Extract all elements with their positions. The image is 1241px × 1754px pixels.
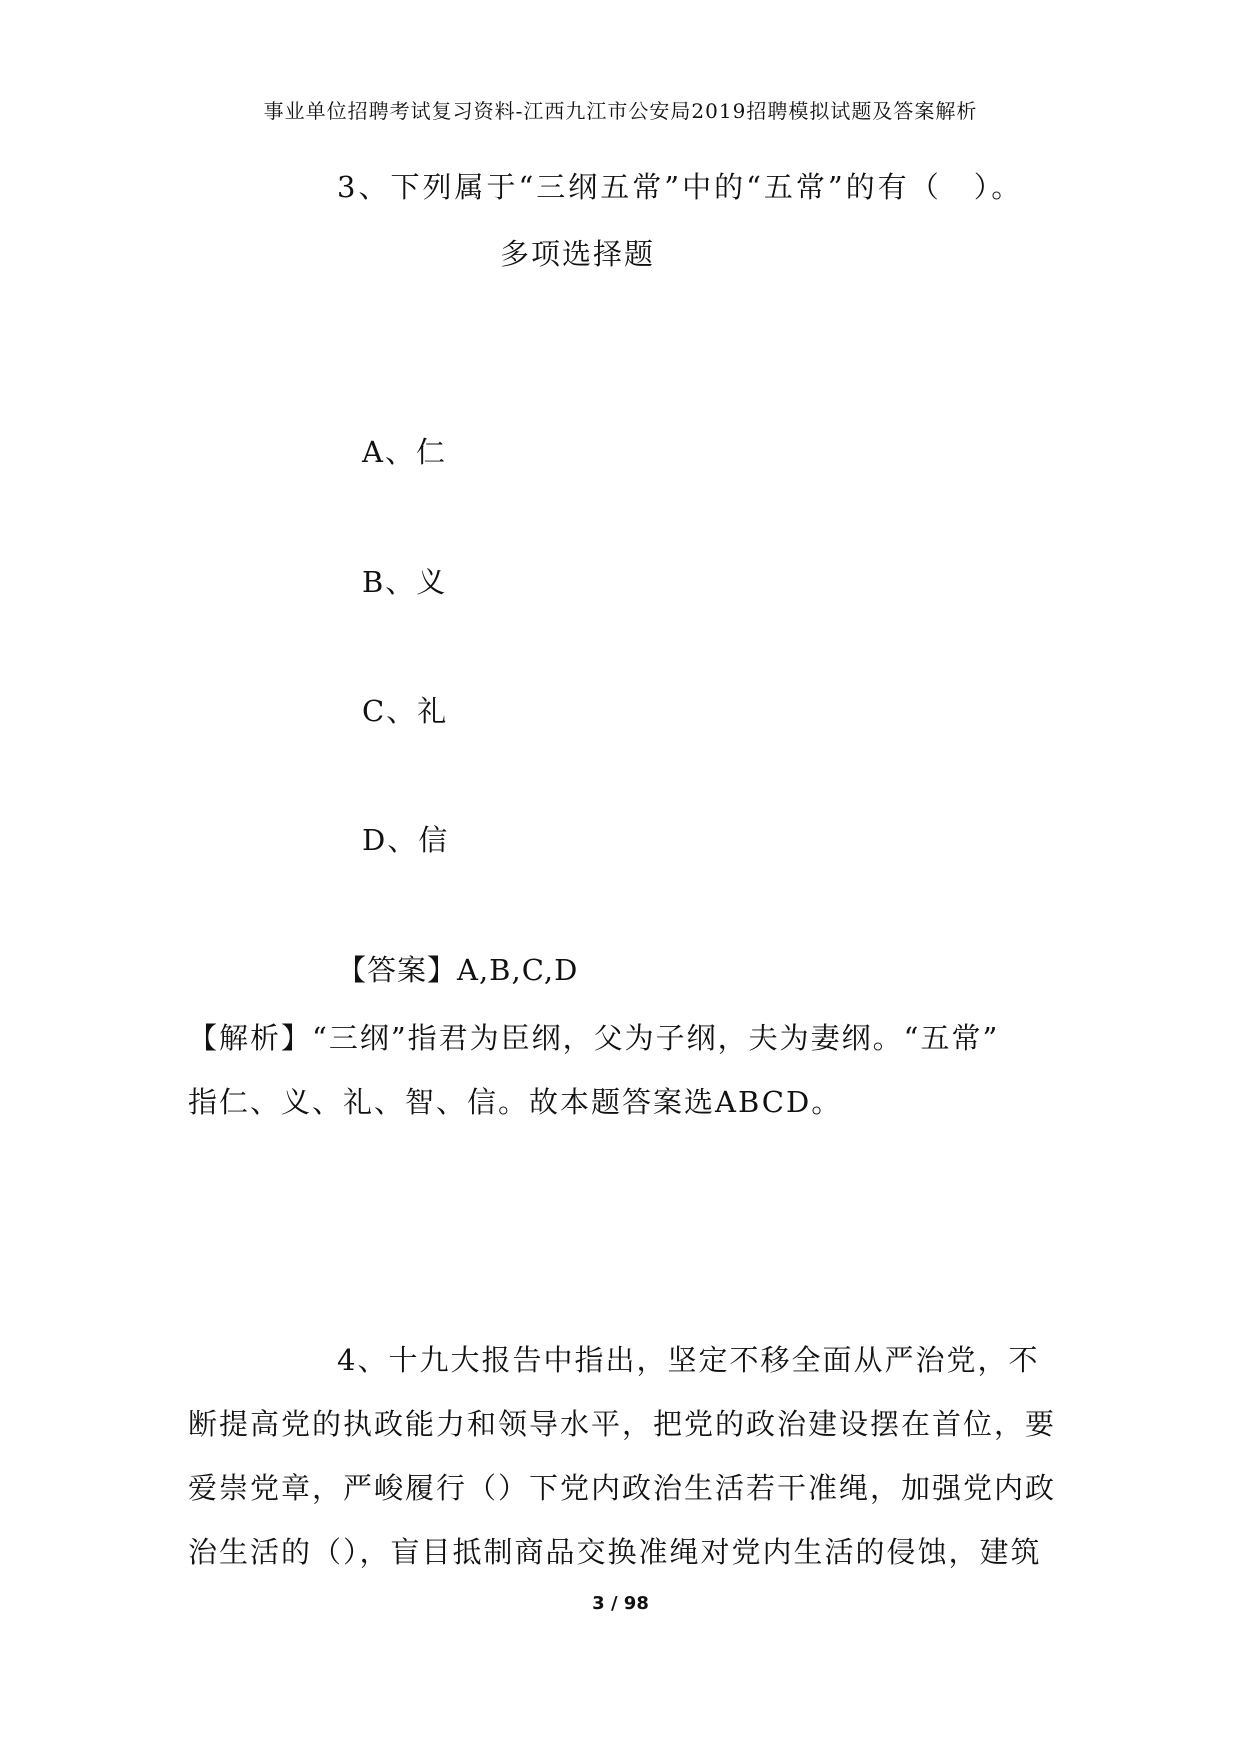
option-a: A、仁	[362, 435, 447, 469]
page-header: 事业单位招聘考试复习资料-江西九江市公安局2019招聘模拟试题及答案解析	[263, 99, 978, 123]
question-4-line: 4、十九大报告中指出，坚定不移全面从严治党，不	[337, 1343, 1040, 1377]
option-d: D、信	[362, 823, 450, 857]
question-4-line: 治生活的（），盲目抵制商品交换准绳对党内生活的侵蚀，建筑	[188, 1535, 1042, 1569]
question-4-line: 爱崇党章，严峻履行（）下党内政治生活若干准绳，加强党内政	[188, 1471, 1057, 1505]
question-3-type: 多项选择题	[500, 237, 656, 271]
question-3-stem: 3、下列属于“三纲五常”中的“五常”的有（ ）。	[337, 170, 1024, 204]
question-4-line: 断提高党的执政能力和领导水平，把党的政治建设摆在首位，要	[188, 1407, 1057, 1441]
question-3-explanation	[188, 1006, 1068, 1134]
page-number: 3 / 98	[592, 1593, 649, 1614]
question-4	[188, 1328, 1068, 1584]
explanation-line: 指仁、义、礼、智、信。故本题答案选ABCD。	[188, 1085, 843, 1119]
explanation-line: 【解析】“三纲”指君为臣纲，父为子纲，夫为妻纲。“五常”	[188, 1021, 1000, 1055]
option-b: B、义	[362, 565, 448, 599]
question-3-answer: 【答案】A,B,C,D	[337, 953, 579, 987]
option-c: C、礼	[362, 694, 449, 728]
